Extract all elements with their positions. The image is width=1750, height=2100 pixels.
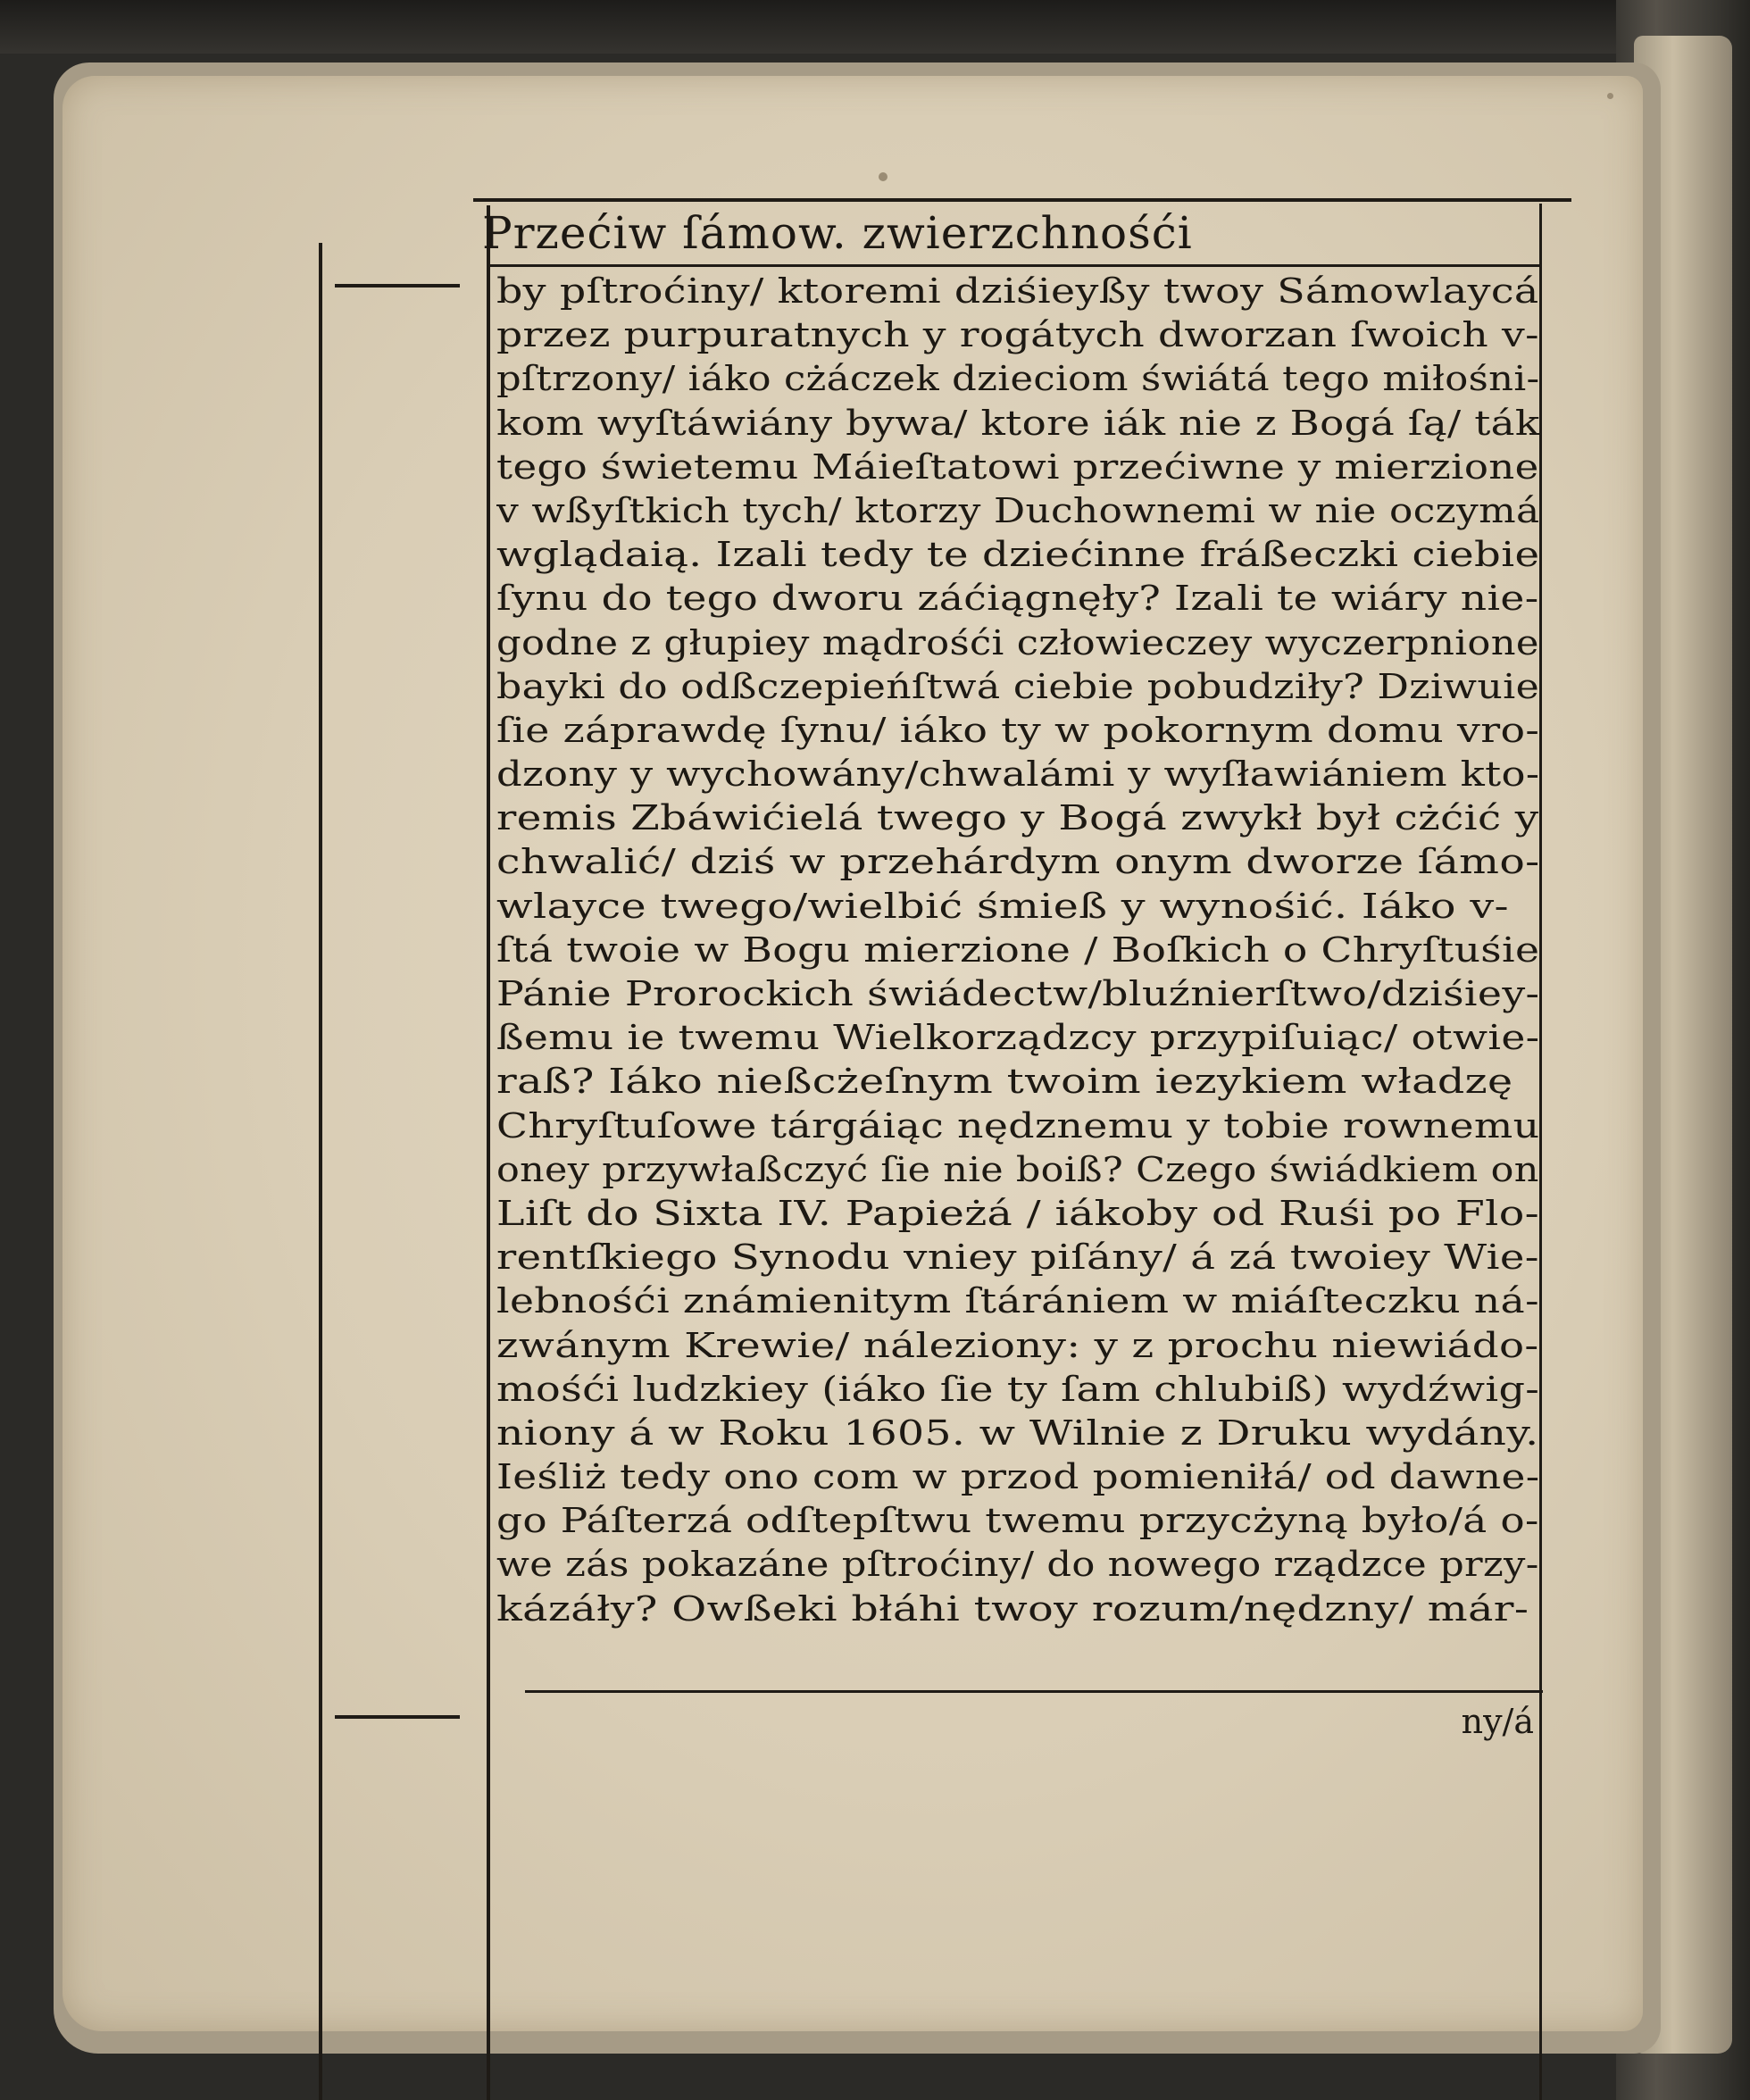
text-line: oney przywłaßczyć ſie nie boiß? Czego świádkiem on <box>496 1149 1539 1189</box>
text-line: rentſkiego Synodu vniey piſány/ á zá twoiey Wie- <box>496 1238 1539 1278</box>
text-line: ßemu ie twemu Wielkorządzcy przypiſuiąc/ otwie- <box>496 1018 1540 1058</box>
margin-mark-bottom <box>335 1715 460 1719</box>
text-line: lebnośći známienitym ſtárániem w miáſteczku ná- <box>496 1281 1539 1321</box>
running-head: Przećiw ſámow. zwierzchnośći <box>482 207 1193 259</box>
text-line: ſie záprawdę ſynu/ iáko ty w pokornym domu vro- <box>496 710 1540 750</box>
text-line: Pánie Prorockich świádectw/bluźnierſtwo/dziśiey- <box>496 974 1540 1013</box>
text-line: wglądaią. Izali tedy te dziećinne fráßeczki ciebie <box>496 535 1540 575</box>
text-line: v wßyſtkich tych/ ktorzy Duchownemi w nie oczymá <box>496 490 1540 530</box>
text-line: pſtrzony/ iáko cżáczek dzieciom świátá tego miłośni- <box>496 359 1540 399</box>
text-line: we zás pokazáne pſtroćiny/ do nowego rządzce przy- <box>496 1545 1539 1585</box>
text-line: ſynu do tego dworu záćiągnęły? Izali te wiáry nie- <box>496 579 1539 619</box>
text-line: kom wyſtáwiány bywa/ ktore iák nie z Bogá ſą/ ták <box>496 403 1540 443</box>
paper-spot <box>879 172 888 181</box>
margin-rule-inner <box>487 205 490 2100</box>
text-line: kázáły? Owßeki błáhi twoy rozum/nędzny/ már- <box>496 1588 1529 1629</box>
text-line: remis Zbáwićielá twego y Bogá zwykł był cżćić y <box>496 798 1539 838</box>
text-line: go Páſterzá odſtepſtwu twemu przycżyną było/á o- <box>496 1501 1539 1541</box>
top-rule <box>473 198 1571 202</box>
text-line: tego świetemu Máieſtatowi przećiwne y mierzione <box>496 446 1539 487</box>
text-line: ſtá twoie w Bogu mierzione / Boſkich o Chryſtuśie <box>496 929 1540 970</box>
scan-background-top <box>0 0 1750 54</box>
text-line: by pſtroćiny/ ktoremi dziśieyßy twoy Sámowlaycá <box>496 271 1539 311</box>
text-line: niony á w Roku 1605. w Wilnie z Druku wydány. <box>496 1412 1539 1453</box>
bottom-rule <box>525 1690 1543 1693</box>
paper-spot <box>1607 93 1613 99</box>
text-line: wlayce twego/wielbić śmieß y wynośić. Iáko v- <box>496 886 1509 926</box>
text-line: dzony y wychowány/chwalámi y wyſławiániem kto- <box>496 754 1540 795</box>
text-line: bayki do odßczepieńſtwá ciebie pobudziły? Dziwuie <box>496 666 1540 706</box>
text-line: przez purpuratnych y rogátych dworzan ſwoich v- <box>496 315 1539 355</box>
text-line: raß? Iáko nießcżeſnym twoim iezykiem władzę <box>496 1062 1513 1102</box>
text-line: Ieśliż tedy ono com w przod pomieniłá/ od dawne- <box>496 1457 1540 1497</box>
header-rule <box>489 264 1541 267</box>
text-line: chwalić/ dziś w przehárdym onym dworze ſámo- <box>496 842 1540 882</box>
text-line: Chryſtuſowe tárgáiąc nędznemu y tobie rownemu <box>496 1105 1540 1146</box>
text-line: zwánym Krewie/ náleziony: y z prochu niewiádo- <box>496 1325 1539 1365</box>
margin-mark-top <box>335 284 460 288</box>
body-text <box>496 270 1539 1631</box>
text-line: Liſt do Sixta IV. Papieżá / iákoby od Ruśi po Flo- <box>496 1193 1540 1233</box>
text-line: mośći ludzkiey (iáko ſie ty ſam chlubiß) wydźwig- <box>496 1369 1540 1409</box>
catchword: ny/á <box>1461 1702 1534 1741</box>
text-line: godne z głupiey mądrośći człowieczey wyczerpnione <box>496 622 1539 662</box>
margin-rule-outer <box>319 243 322 2100</box>
